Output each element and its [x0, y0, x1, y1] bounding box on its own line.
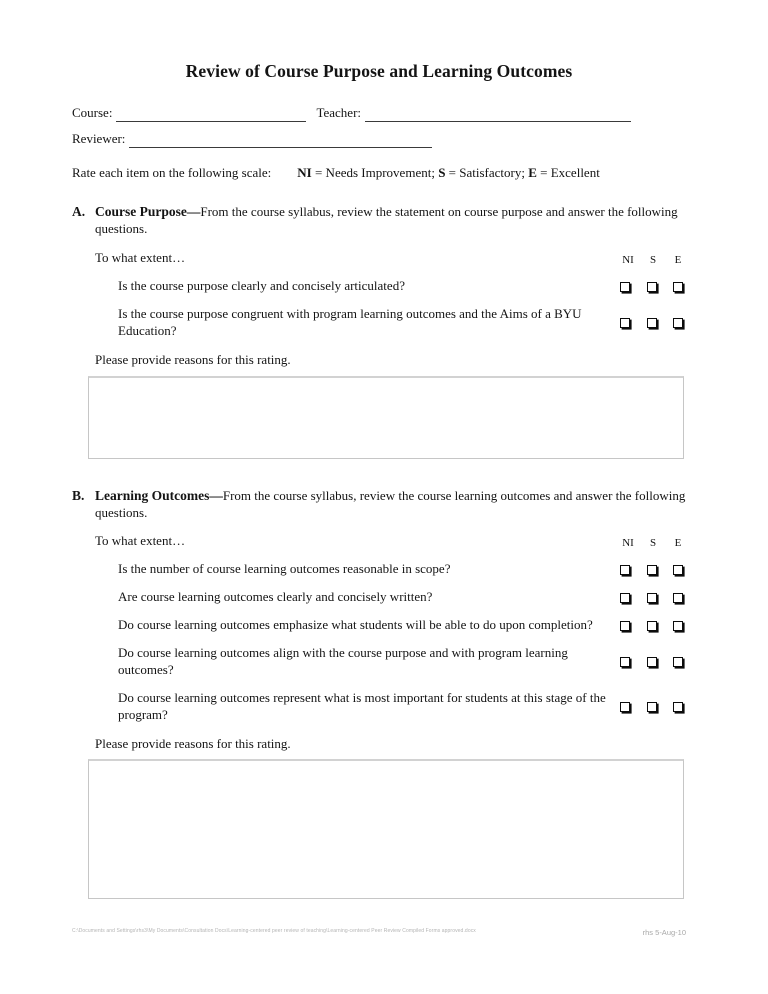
reasons-textbox-b[interactable]	[88, 759, 684, 899]
reasons-textbox-a[interactable]	[88, 376, 684, 459]
section-b-letter: B.	[72, 487, 85, 503]
page-title: Review of Course Purpose and Learning Outcomes	[185, 61, 573, 81]
checkbox-ni[interactable]	[620, 282, 630, 292]
course-teacher-row	[72, 105, 686, 122]
rating-group	[620, 282, 686, 292]
column-header-e: E	[674, 537, 682, 550]
question-text: Do course learning outcomes align with the course purpose and with program learning outcomes?	[118, 645, 568, 677]
checkbox-ni[interactable]	[620, 318, 630, 328]
page-footer	[72, 928, 686, 938]
rating-scale-legend	[72, 165, 686, 182]
question-row	[95, 690, 686, 724]
column-header-s: S	[649, 253, 657, 266]
column-header-ni: NI	[622, 253, 634, 266]
section-b-description: From the course syllabus, review the course learning outcomes and answer the following questions.	[95, 487, 686, 520]
question-text: Is the course purpose congruent with program learning outcomes and the Aims of a BYU Education?	[118, 305, 582, 338]
rating-group	[620, 657, 686, 667]
checkbox-e[interactable]	[673, 657, 683, 667]
checkbox-ni[interactable]	[620, 621, 630, 631]
section-b-title: Learning Outcomes—	[95, 487, 223, 503]
checkbox-e[interactable]	[673, 593, 683, 603]
checkbox-e[interactable]	[673, 318, 683, 328]
checkbox-s[interactable]	[647, 565, 657, 575]
reviewer-label: Reviewer:	[72, 130, 126, 146]
checkbox-e[interactable]	[673, 565, 683, 575]
column-header-s: S	[649, 537, 657, 550]
scale-prefix: Rate each item on the following scale:	[72, 164, 272, 180]
section-b-text	[95, 487, 686, 522]
question-text: Do course learning outcomes represent what is most important for students at this stage of the program?	[118, 689, 606, 722]
scale-def-s: = Satisfactory;	[445, 164, 529, 180]
question-row	[95, 589, 686, 606]
checkbox-e[interactable]	[673, 621, 683, 631]
section-a-letter: A.	[72, 204, 86, 220]
section-a-heading	[72, 203, 686, 238]
rating-column-headers	[620, 253, 686, 267]
reasons-label: Please provide reasons for this rating.	[95, 735, 291, 751]
reasons-label: Please provide reasons for this rating.	[95, 351, 291, 367]
course-label: Course:	[72, 104, 113, 120]
section-learning-outcomes	[72, 487, 686, 900]
section-b-body	[95, 533, 686, 723]
column-header-ni: NI	[622, 537, 634, 550]
question-row	[95, 645, 686, 679]
rating-group	[620, 593, 686, 603]
question-row	[95, 561, 686, 578]
checkbox-s[interactable]	[647, 657, 657, 667]
rating-group	[620, 318, 686, 328]
checkbox-s[interactable]	[647, 621, 657, 631]
question-text: Is the number of course learning outcomes reasonable in scope?	[118, 561, 451, 577]
checkbox-ni[interactable]	[620, 565, 630, 575]
rating-group	[620, 621, 686, 631]
question-row	[95, 278, 686, 295]
checkbox-e[interactable]	[673, 702, 683, 712]
section-a-body	[95, 250, 686, 368]
column-header-e: E	[674, 253, 682, 266]
rating-group	[620, 565, 686, 575]
checkbox-ni[interactable]	[620, 702, 630, 712]
checkbox-s[interactable]	[647, 282, 657, 292]
section-b-extent-row	[95, 533, 686, 550]
question-text: Do course learning outcomes emphasize what students will be able to do upon completion?	[118, 617, 593, 633]
scale-abbr-e: E	[528, 164, 537, 180]
extent-label: To what extent…	[95, 250, 186, 266]
checkbox-s[interactable]	[647, 593, 657, 603]
extent-label: To what extent…	[95, 533, 186, 549]
teacher-label: Teacher:	[316, 104, 362, 120]
question-row	[95, 617, 686, 634]
question-text: Is the course purpose clearly and concisely articulated?	[118, 278, 405, 294]
checkbox-ni[interactable]	[620, 593, 630, 603]
section-a-title: Course Purpose—	[95, 204, 201, 220]
checkbox-ni[interactable]	[620, 657, 630, 667]
scale-def-ni: = Needs Improvement;	[311, 164, 439, 180]
rating-group	[620, 702, 686, 712]
question-text: Are course learning outcomes clearly and concisely written?	[118, 589, 433, 605]
form-content	[72, 60, 686, 899]
reviewer-input[interactable]	[129, 133, 432, 148]
footer-initials-date: rhs 5-Aug-10	[642, 928, 686, 937]
section-b-heading	[72, 487, 686, 522]
section-a-text	[95, 203, 686, 238]
scale-definitions	[297, 165, 600, 180]
scale-abbr-ni: NI	[297, 164, 312, 180]
checkbox-e[interactable]	[673, 282, 683, 292]
scale-def-e: = Excellent	[536, 164, 600, 180]
course-input[interactable]	[116, 107, 306, 122]
checkbox-s[interactable]	[647, 318, 657, 328]
section-course-purpose	[72, 203, 686, 458]
question-row	[95, 306, 686, 340]
section-a-description: From the course syllabus, review the statement on course purpose and answer the following questions.	[95, 204, 678, 237]
teacher-input[interactable]	[365, 107, 631, 122]
rating-column-headers	[620, 536, 686, 550]
scale-abbr-s: S	[438, 164, 446, 180]
reviewer-row	[72, 131, 686, 148]
section-a-extent-row	[95, 250, 686, 267]
footer-file-path: C:\Documents and Settings\rhs3\My Documents\Consultation Docs\Learning-centered peer review of teaching\Learning-centered Peer Review Compiled Forms approved.docx	[72, 928, 476, 934]
checkbox-s[interactable]	[647, 702, 657, 712]
